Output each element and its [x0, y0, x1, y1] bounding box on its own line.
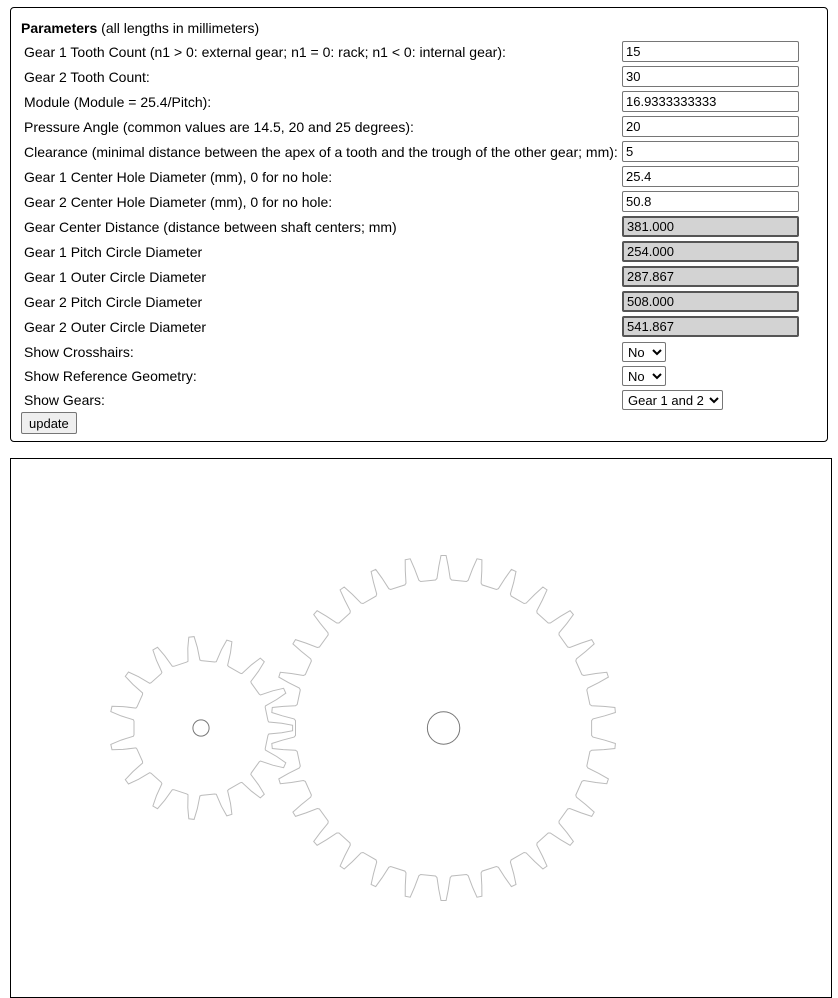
show-reference-geometry-label: Show Reference Geometry: — [24, 368, 197, 384]
gear2-outer-diameter-output — [622, 316, 799, 337]
row-gear1-hole — [24, 166, 814, 188]
row-gear1-outer-diameter — [24, 266, 814, 288]
row-clearance — [24, 141, 814, 163]
update-button[interactable]: update — [21, 412, 77, 434]
clearance-label: Clearance (minimal distance between the apex of a tooth and the trough of the other gear; mm): — [24, 144, 618, 160]
gear1-outer-diameter-output — [622, 266, 799, 287]
gear2-hole-label: Gear 2 Center Hole Diameter (mm), 0 for no hole: — [24, 194, 333, 210]
row-center-distance — [24, 216, 814, 238]
module-input[interactable] — [622, 91, 799, 112]
gear1-tooth-count-label: Gear 1 Tooth Count (n1 > 0: external gear; n1 = 0: rack; n1 < 0: internal gear): — [24, 44, 506, 60]
gear1-hole-input[interactable] — [622, 166, 799, 187]
gear-canvas — [10, 458, 832, 998]
row-module — [24, 91, 814, 113]
gear2-outer-diameter-label: Gear 2 Outer Circle Diameter — [24, 319, 207, 335]
gear2-outline — [272, 556, 616, 901]
gear1-pitch-diameter-output — [622, 241, 799, 262]
row-show-reference-geometry — [24, 366, 814, 388]
legend-title: Parameters — [21, 20, 98, 36]
row-pressure-angle — [24, 116, 814, 138]
row-gear2-outer-diameter — [24, 316, 814, 338]
gear1-hole-label: Gear 1 Center Hole Diameter (mm), 0 for no hole: — [24, 169, 333, 185]
gear1-tooth-count-input[interactable] — [622, 41, 799, 62]
gear1-outer-diameter-label: Gear 1 Outer Circle Diameter — [24, 269, 207, 285]
center-distance-output — [622, 216, 799, 237]
gear1-pitch-diameter-label: Gear 1 Pitch Circle Diameter — [24, 244, 203, 260]
show-gears-label: Show Gears: — [24, 392, 105, 408]
clearance-input[interactable] — [622, 141, 799, 162]
gear2-pitch-diameter-output — [622, 291, 799, 312]
show-crosshairs-label: Show Crosshairs: — [24, 344, 134, 360]
row-show-gears — [24, 390, 814, 412]
gear2-tooth-count-input[interactable] — [622, 66, 799, 87]
show-gears-select[interactable] — [622, 390, 723, 410]
show-reference-geometry-select[interactable] — [622, 366, 666, 386]
gear2-tooth-count-label: Gear 2 Tooth Count: — [24, 69, 150, 85]
panel-legend — [21, 20, 259, 36]
row-show-crosshairs — [24, 342, 814, 364]
gear2-center-hole — [427, 712, 459, 744]
gear-drawing — [11, 459, 832, 998]
row-gear1-pitch-diameter — [24, 241, 814, 263]
gear1-outline — [111, 637, 293, 820]
row-gear1-tooth-count — [24, 41, 814, 63]
pressure-angle-input[interactable] — [622, 116, 799, 137]
parameters-panel — [10, 7, 828, 442]
gear2-hole-input[interactable] — [622, 191, 799, 212]
module-label: Module (Module = 25.4/Pitch): — [24, 94, 212, 110]
row-gear2-pitch-diameter — [24, 291, 814, 313]
row-gear2-hole — [24, 191, 814, 213]
pressure-angle-label: Pressure Angle (common values are 14.5, 20 and 25 degrees): — [24, 119, 414, 135]
legend-subtitle: (all lengths in millimeters) — [97, 20, 260, 36]
gear1-center-hole — [193, 720, 209, 736]
row-gear2-tooth-count — [24, 66, 814, 88]
center-distance-label: Gear Center Distance (distance between shaft centers; mm) — [24, 219, 397, 235]
gear2-pitch-diameter-label: Gear 2 Pitch Circle Diameter — [24, 294, 203, 310]
show-crosshairs-select[interactable] — [622, 342, 666, 362]
